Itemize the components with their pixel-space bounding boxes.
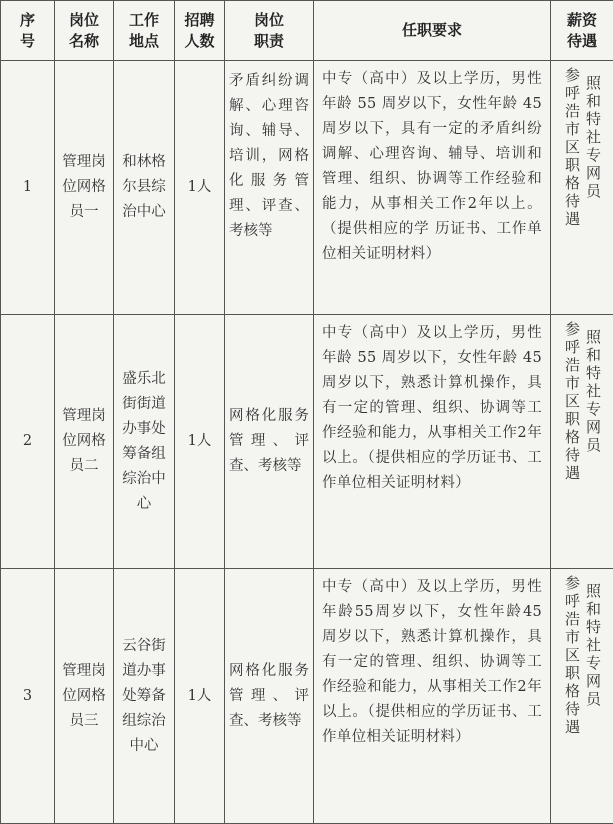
row-count: 1人 [175, 315, 225, 569]
row-place-text: 盛乐北街街道办事处筹备组综治中心 [122, 367, 166, 517]
header-salary-label: 薪资待遇 [566, 10, 598, 52]
row-requirement [314, 569, 551, 824]
header-requirement-label: 任职要求 [402, 21, 462, 39]
header-salary [551, 1, 613, 61]
row-place-text: 云谷街道办事处筹备组综治中心 [122, 634, 166, 759]
table-row [1, 569, 613, 824]
table-row [1, 61, 613, 315]
header-row [1, 1, 613, 61]
salary-col-right: 照和特社专网员 [585, 75, 600, 201]
header-name [55, 1, 114, 61]
row-name-text: 管理岗位网格员二 [62, 404, 106, 479]
salary-col-left: 参呼浩市区职格待遇 [564, 321, 579, 483]
row-name [55, 315, 114, 569]
header-name-label: 岗位名称 [68, 10, 100, 52]
row-duty [225, 569, 314, 824]
row-duty-text: 网格化服务管理、评查、考核等 [225, 659, 313, 734]
row-requirement-text: 中专（高中）及以上学历，男性年龄 55 周岁以下，女性年龄 45周岁以下，具有一定的矛盾纠纷调解、心理咨询、辅导、培训和管理、组织、协调等工作经验和能力，从事相关工作2年以上。（提供相应的学 历证书、工作单位相关证明材料） [314, 67, 550, 267]
row-salary [551, 315, 613, 569]
row-salary [551, 61, 613, 315]
header-no-label: 序号 [18, 10, 38, 52]
salary-col-right: 照和特社专网员 [585, 329, 600, 455]
header-place [114, 1, 175, 61]
header-count [175, 1, 225, 61]
row-salary [551, 569, 613, 824]
row-duty [225, 61, 314, 315]
salary-col-left: 参呼浩市区职格待遇 [564, 575, 579, 737]
row-duty-text: 矛盾纠纷调解、心理咨询、辅导、培训，网格化服务管理、评查、考核等 [225, 69, 313, 244]
header-count-label: 招聘人数 [184, 10, 216, 52]
row-name-text: 管理岗位网格员三 [62, 659, 106, 734]
salary-col-right: 照和特社专网员 [585, 583, 600, 709]
header-requirement [314, 1, 551, 61]
row-no: 2 [1, 315, 55, 569]
row-place [114, 61, 175, 315]
row-no: 1 [1, 61, 55, 315]
row-no: 3 [1, 569, 55, 824]
row-requirement [314, 315, 551, 569]
row-place-text: 和林格尔县综治中心 [122, 150, 166, 225]
header-duty [225, 1, 314, 61]
row-name [55, 61, 114, 315]
row-name [55, 569, 114, 824]
row-requirement [314, 61, 551, 315]
row-count: 1人 [175, 569, 225, 824]
row-count: 1人 [175, 61, 225, 315]
row-duty-text: 网格化服务管理、评查、考核等 [225, 404, 313, 479]
row-requirement-text: 中专（高中）及以上学历，男性年龄 55 周岁以下，女性年龄 45 周岁以下，熟悉计算机操作，具有一定的管理、组织、协调等工作经验和能力，从事相关工作2年以上。（提供相应的学历证书、工作单位相关证明材料） [314, 321, 550, 496]
row-name-text: 管理岗位网格员一 [62, 150, 106, 225]
row-place [114, 315, 175, 569]
table-row [1, 315, 613, 569]
header-no [1, 1, 55, 61]
header-duty-label: 岗位职责 [253, 10, 285, 52]
row-place [114, 569, 175, 824]
row-requirement-text: 中专（高中）及以上学历，男性年龄55周岁以下，女性年龄45 周岁以下，熟悉计算机操作，具有一定的管理、组织、协调等工作经验和能力，从事相关工作2年以上。（提供相应的学历证书、工作单位相关证明材料） [314, 575, 550, 750]
salary-col-left: 参呼浩市区职格待遇 [564, 67, 579, 229]
row-duty [225, 315, 314, 569]
header-place-label: 工作地点 [128, 10, 160, 52]
